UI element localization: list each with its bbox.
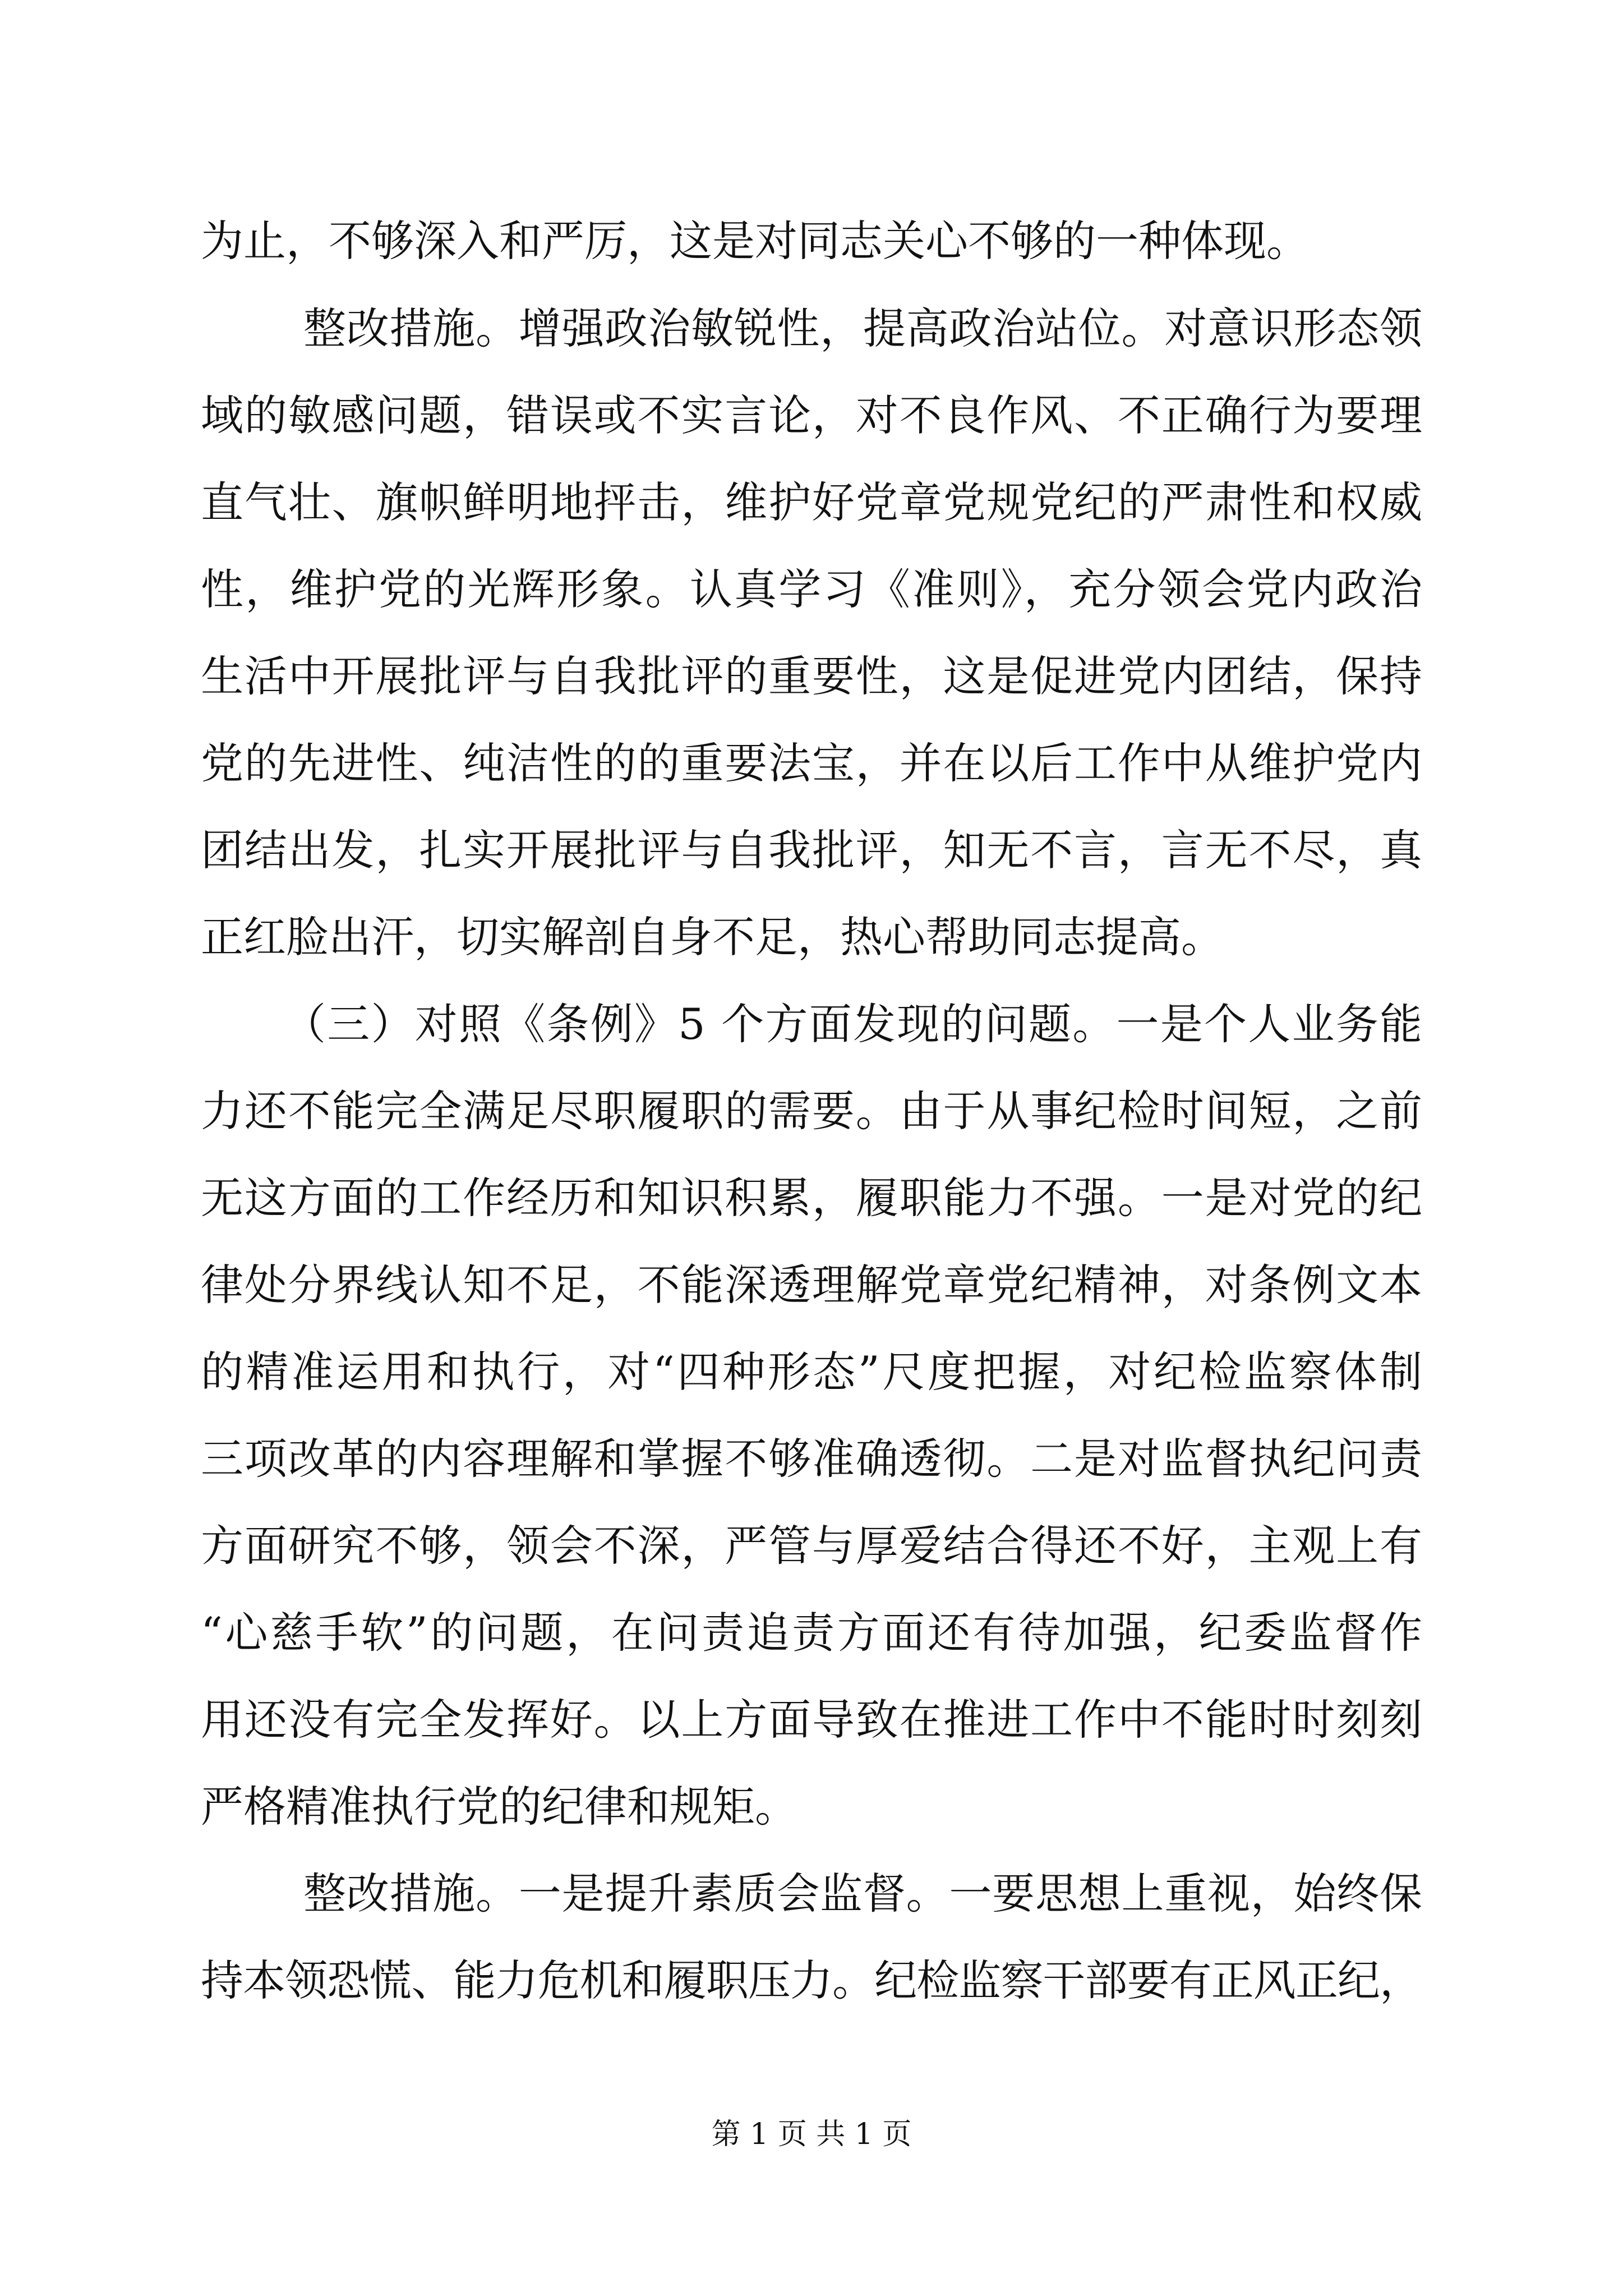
paragraph-line-2: 整改措施。增强政治敏锐性，提高政治站位。对意识形态领: [303, 303, 1423, 353]
paragraph-line-9: 正红脸出汗，切实解剖自身不足，热心帮助同志提高。: [201, 912, 1224, 962]
paragraph-line-8: 团结出发，扎实开展批评与自我批评，知无不言，言无不尽，真: [201, 825, 1423, 875]
paragraph-line-16: 方面研究不够，领会不深，严管与厚爱结合得还不好，主观上有: [201, 1521, 1423, 1571]
paragraph-line-20: 整改措施。一是提升素质会监督。一要思想上重视，始终保: [303, 1869, 1423, 1918]
paragraph-line-4: 直气壮、旗帜鲜明地抨击，维护好党章党规党纪的严肃性和权威: [201, 477, 1423, 527]
paragraph-line-1: 为止，不够深入和严厉，这是对同志关心不够的一种体现。: [201, 216, 1309, 266]
paragraph-line-3: 域的敏感问题，错误或不实言论，对不良作风、不正确行为要理: [201, 390, 1423, 440]
paragraph-line-6: 生活中开展批评与自我批评的重要性，这是促进党内团结，保持: [201, 651, 1423, 701]
paragraph-line-10: （三）对照《条例》5 个方面发现的问题。一是个人业务能: [283, 999, 1424, 1049]
page-number-footer: 第 1 页 共 1 页: [711, 2118, 912, 2151]
paragraph-line-21: 持本领恐慌、能力危机和履职压力。纪检监察干部要有正风正纪，: [201, 1955, 1422, 2005]
paragraph-line-14: 的精准运用和执行，对“四种形态”尺度把握，对纪检监察体制: [201, 1347, 1425, 1397]
paragraph-line-11: 力还不能完全满足尽职履职的需要。由于从事纪检时间短，之前: [201, 1086, 1423, 1136]
paragraph-line-13: 律处分界线认知不足，不能深透理解党章党纪精神，对条例文本: [201, 1260, 1423, 1310]
paragraph-line-19: 严格精准执行党的纪律和规矩。: [201, 1782, 797, 1832]
paragraph-line-15: 三项改革的内容理解和掌握不够准确透彻。二是对监督执纪问责: [201, 1434, 1423, 1484]
paragraph-line-5: 性，维护党的光辉形象。认真学习《准则》，充分领会党内政治: [201, 564, 1424, 614]
paragraph-line-17: “心慈手软”的问题，在问责追责方面还有待加强，纪委监督作: [201, 1608, 1425, 1658]
paragraph-line-12: 无这方面的工作经历和知识积累，履职能力不强。一是对党的纪: [201, 1173, 1423, 1223]
paragraph-line-7: 党的先进性、纯洁性的的重要法宝，并在以后工作中从维护党内: [201, 738, 1423, 788]
paragraph-line-18: 用还没有完全发挥好。以上方面导致在推进工作中不能时时刻刻: [201, 1695, 1423, 1745]
